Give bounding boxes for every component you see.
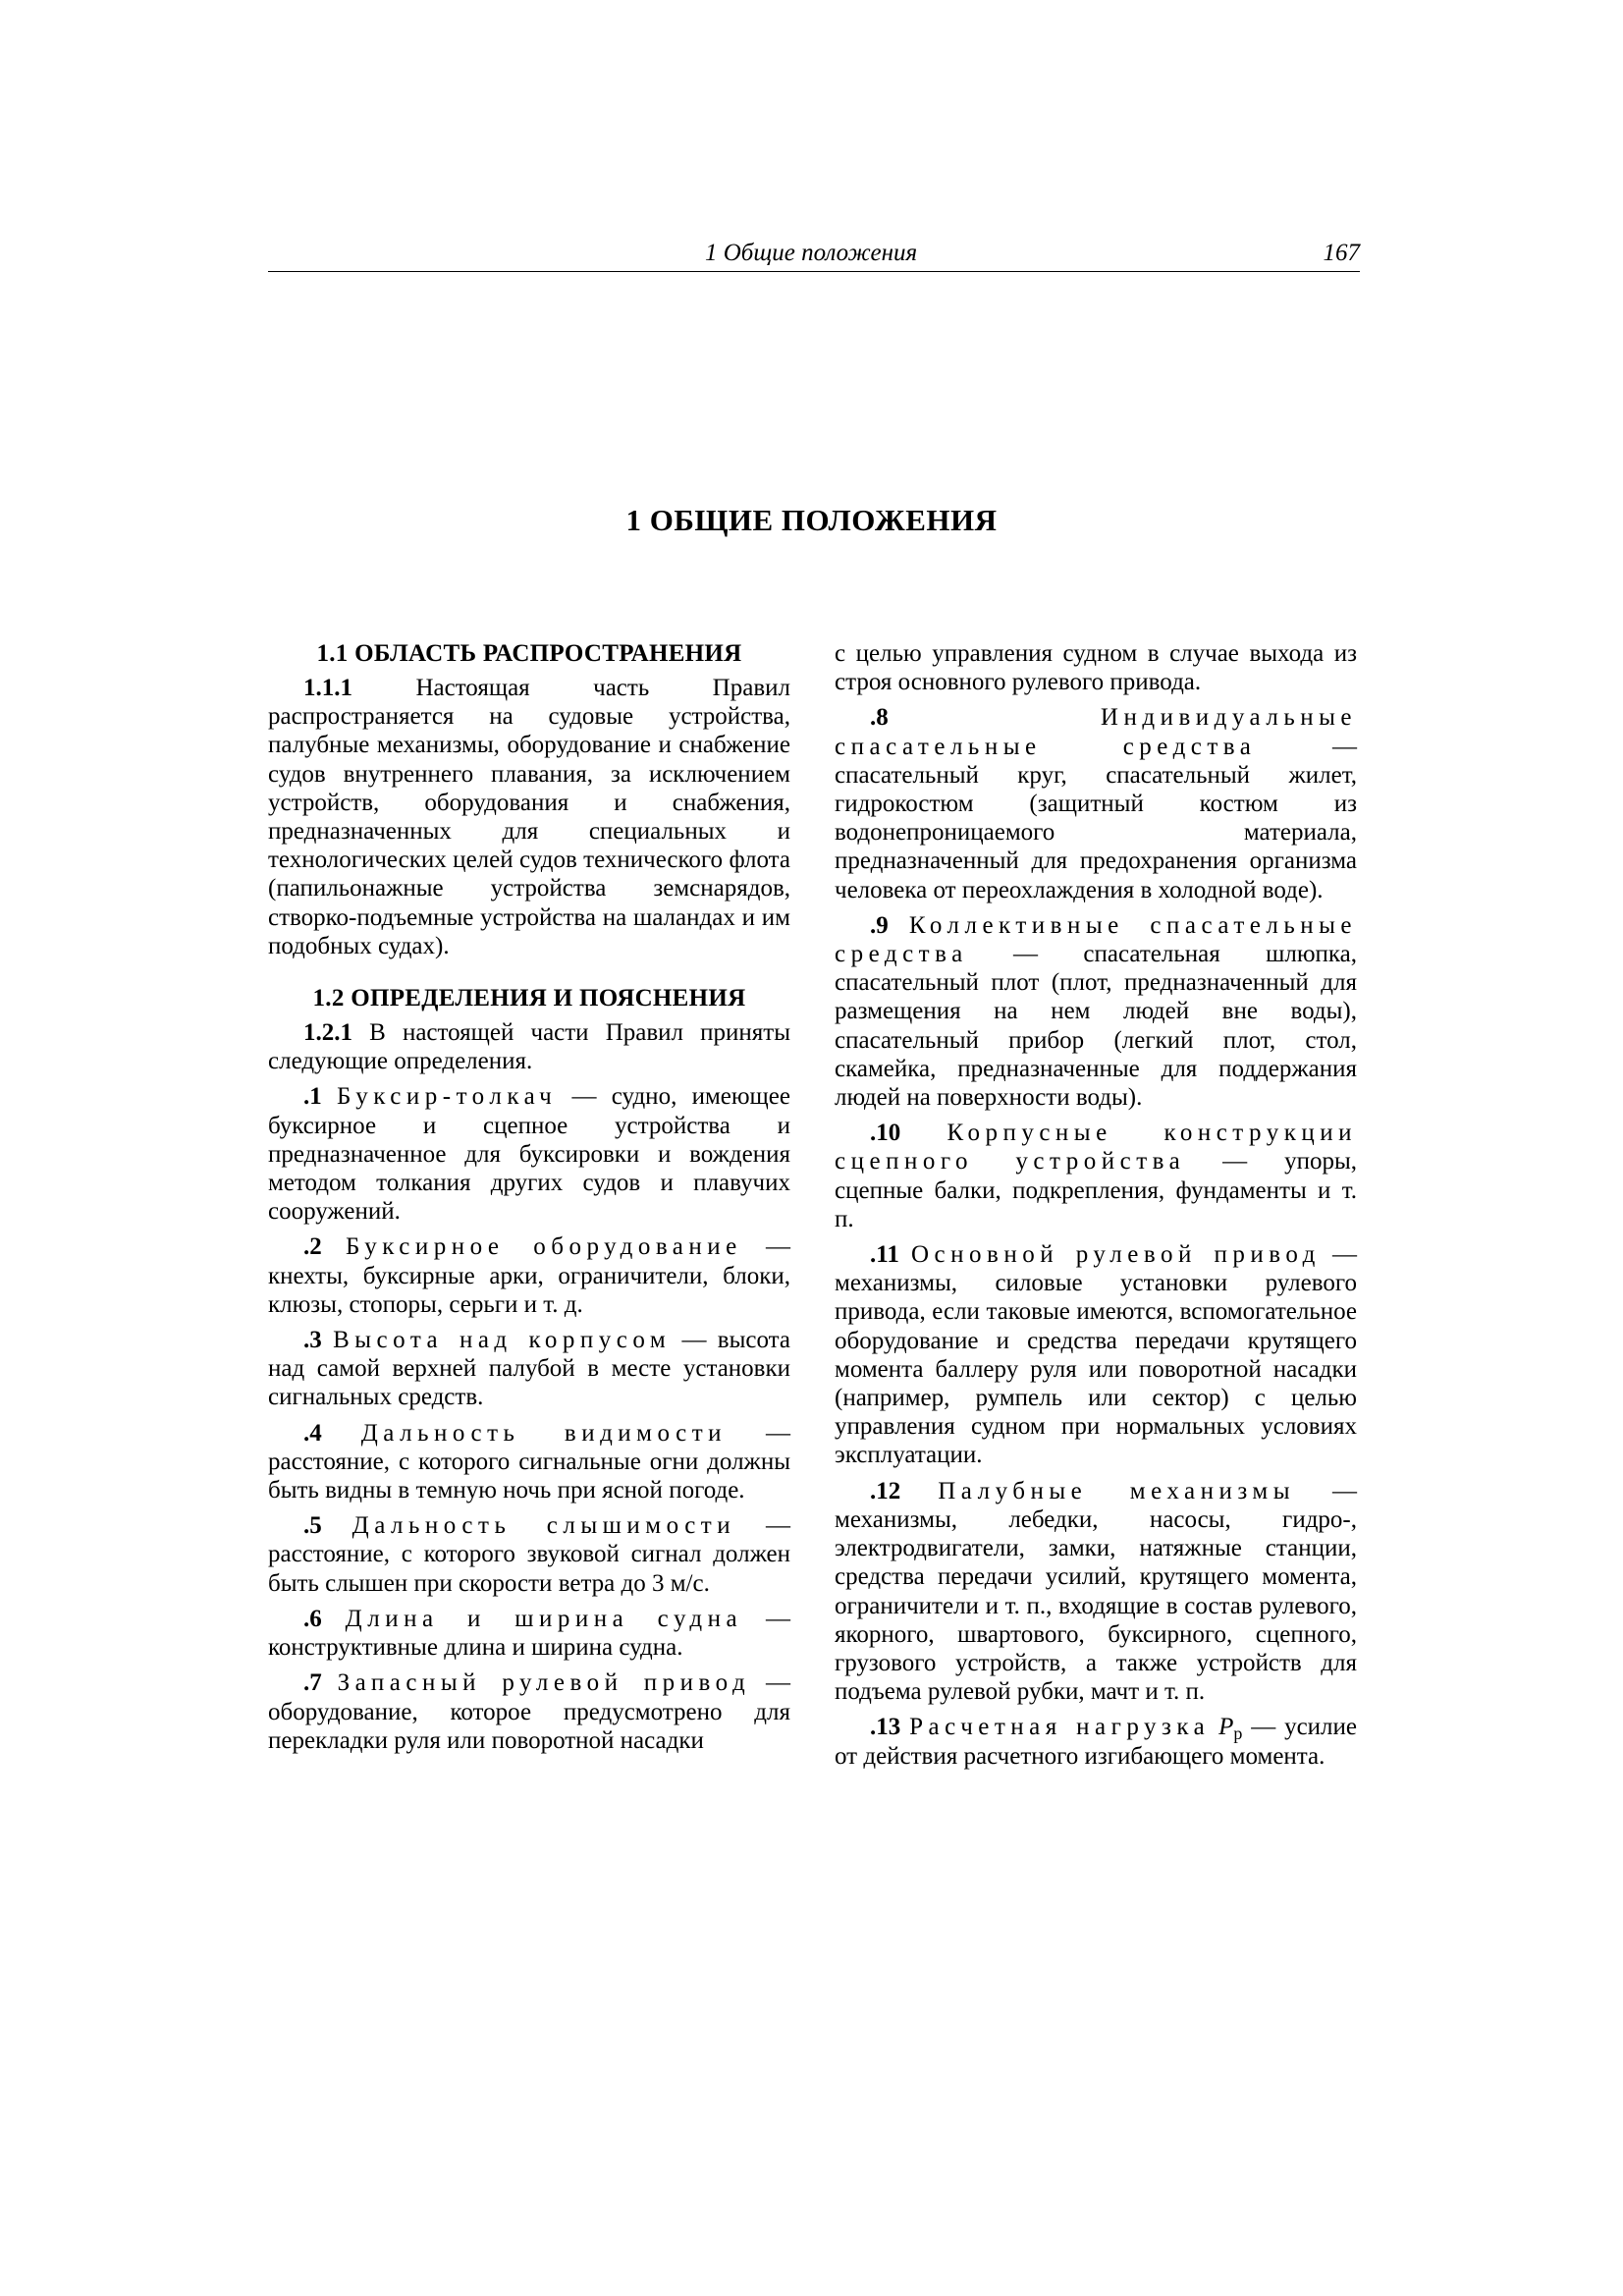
definition-term: Высота над корпусом <box>333 1327 672 1354</box>
definition-continuation: с целью управления судном в случае выхода из строя основного рулевого привода. <box>835 640 1357 696</box>
definition-number: .3 <box>303 1327 322 1354</box>
paragraph-text: В настоящей части Правил приняты следующие определения. <box>268 1019 790 1075</box>
definition-text: — кнехты, буксирные арки, ограничители, блоки, клюзы, стопоры, серьги и т. д. <box>268 1233 791 1318</box>
definition-term: Коллективные спасательные средства <box>835 911 1357 968</box>
definition-term: Основной рулевой привод <box>911 1241 1321 1269</box>
left-column <box>268 639 790 1762</box>
definition-text: — расстояние, с которого звуковой сигнал должен быть слышен при скорости ветра до 3 м/с. <box>268 1512 791 1597</box>
definition-item <box>268 1605 790 1662</box>
definition-number: .5 <box>303 1512 322 1540</box>
definition-text: — расстояние, с которого сигнальные огни должны быть видны в темную ночь при ясной погоде. <box>268 1419 790 1504</box>
definition-text: — усилие от действия расчетного изгибающего момента. <box>835 1714 1357 1770</box>
definition-number: .12 <box>870 1477 901 1504</box>
definition-text: — спасательная шлюпка, спасательный плот (плот, предназначенный для размещения на нем людей вне воды), спасательный прибор (легкий плот, стол, скамейка, предназначенные для поддержания людей на поверхности воды). <box>835 941 1357 1112</box>
definition-number: .1 <box>303 1083 322 1111</box>
definition-number: .9 <box>870 911 889 939</box>
definition-text: — оборудование, которое предусмотрено для перекладки руля или поворотной насадки <box>268 1669 791 1754</box>
definition-term: Корпусные конструкции сцепного устройства <box>835 1120 1357 1175</box>
section-heading: 1.1 ОБЛАСТЬ РАСПРОСТРАНЕНИЯ <box>316 640 742 667</box>
definition-number: .6 <box>303 1605 322 1632</box>
paragraph-1-1-1 <box>268 674 790 960</box>
definition-number: .13 <box>870 1714 901 1741</box>
definition-item <box>268 1326 790 1412</box>
definition-term: Дальность видимости <box>360 1419 728 1447</box>
definition-item <box>268 1419 790 1505</box>
load-symbol-subscript: р <box>1233 1723 1243 1744</box>
definition-text: — спасательный круг, спасательный жилет, гидрокостюм (защитный костюм из водонепроницаемого материала, предназначенный для предохранения организма человека от переохлаждения в холодной воде). <box>835 733 1357 903</box>
definition-number: .7 <box>303 1669 322 1697</box>
paragraph-number: 1.1.1 <box>303 675 352 701</box>
definition-term: Буксирное оборудование <box>346 1233 742 1261</box>
definition-item <box>835 1477 1357 1707</box>
right-column <box>835 639 1357 1777</box>
running-head <box>268 240 1360 267</box>
definition-text: — конструктивные длина и ширина судна. <box>268 1605 790 1662</box>
section-heading: 1.2 ОПРЕДЕЛЕНИЯ И ПОЯСНЕНИЯ <box>312 985 746 1012</box>
definition-item <box>835 703 1357 903</box>
definition-text: — упоры, сцепные балки, подкрепления, фундаменты и т. п. <box>835 1148 1357 1232</box>
definition-number: .11 <box>870 1241 899 1269</box>
definition-text: — высота над самой верхней палубой в месте установки сигнальных средств. <box>268 1327 790 1411</box>
paragraph-1-2-1 <box>268 1018 790 1075</box>
definition-number: .8 <box>870 704 889 732</box>
definition-item <box>835 1119 1357 1233</box>
definition-term: Запасный рулевой привод <box>337 1669 751 1697</box>
definition-item <box>268 1511 790 1598</box>
definition-term: Буксир-толкач <box>337 1083 558 1111</box>
load-symbol-letter: P <box>1218 1714 1234 1741</box>
running-head-title: 1 Общие положения <box>705 240 918 266</box>
chapter-title: 1 ОБЩИЕ ПОЛОЖЕНИЯ <box>625 503 998 537</box>
load-symbol <box>1218 1714 1243 1744</box>
definition-item <box>268 1082 790 1226</box>
definition-item <box>835 1240 1357 1470</box>
paragraph-text: Настоящая часть Правил распространяется на судовые устройства, палубные механизмы, оборудование и снабжение судов внутреннего плавания, за исключением устройств, оборудования и снабжения, предназначенных для специальных и технологических целей судов технического флота (папильонажные устройства земснарядов, створко-подъемные устройства на шаландах и им подобных судах). <box>268 675 790 959</box>
definition-item <box>268 1232 790 1319</box>
definition-term: Расчетная нагрузка <box>909 1714 1211 1741</box>
definition-item <box>835 911 1357 1112</box>
definition-term: Индивидуальные спасательные средства <box>835 704 1357 760</box>
definition-text: — механизмы, лебедки, насосы, гидро-, электродвигатели, замки, натяжные станции, средства передачи усилий, крутящего момента, ограничители и т. п., входящие в состав рулевого, якорного, швартового, буксирного, сцепного, грузового устройств, а также устройств для подъема рулевой рубки, мачт и т. п. <box>835 1477 1358 1706</box>
definition-number: .10 <box>870 1120 901 1147</box>
definition-text: — судно, имеющее буксирное и сцепное устройства и предназначенное для буксировки и вождения методом толкания других судов и плавучих сооружений. <box>268 1083 790 1226</box>
definition-text: — механизмы, силовые установки рулевого привода, если таковые имеются, вспомогательное оборудование и средства передачи крутящего момента баллеру руля или поворотной насадки (например, румпель или сектор) с целью управления судном при нормальных условиях эксплуатации. <box>835 1241 1358 1469</box>
definition-item <box>268 1668 790 1755</box>
definition-term: Дальность слышимости <box>352 1512 736 1540</box>
header-rule <box>268 271 1360 272</box>
definition-term: Палубные механизмы <box>938 1477 1296 1504</box>
definition-number: .4 <box>303 1419 322 1447</box>
definition-term: Длина и ширина судна <box>345 1605 743 1632</box>
definition-number: .2 <box>303 1233 322 1261</box>
page-number: 167 <box>1323 240 1360 266</box>
definition-item <box>835 1713 1357 1770</box>
paragraph-number: 1.2.1 <box>303 1019 352 1047</box>
